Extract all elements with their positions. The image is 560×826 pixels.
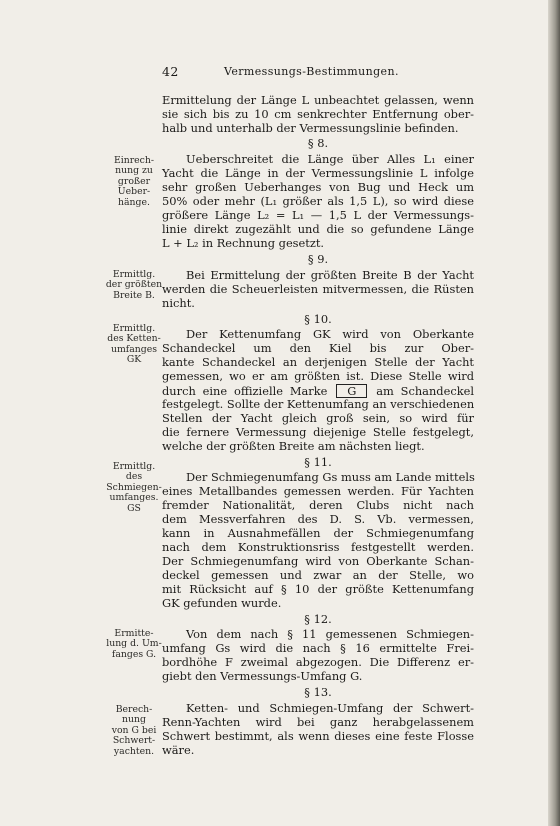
text-line: Der Schmiegenumfang wird von Oberkante Schan- xyxy=(162,554,474,568)
text-line: wäre. xyxy=(162,743,195,757)
mark-symbol: G xyxy=(336,384,367,398)
text-line: L + L₂ in Rechnung gesetzt. xyxy=(162,236,325,250)
text-line: kante Schandeckel an derjenigen Stelle der Yacht xyxy=(162,355,474,369)
margin-note: Einrech- nung zu großer Ueber- hänge. xyxy=(113,155,155,208)
text-line: sie sich bis zu 10 cm senkrechter Entfernung ober- xyxy=(162,107,474,121)
margin-note: Ermittlg. des Schmiegen- umfanges. GS xyxy=(106,461,162,514)
text-line: Bei Ermittelung der größten Breite B der Yacht xyxy=(186,268,474,282)
text-line: Von dem nach § 11 gemessenen Schmiegen- xyxy=(186,627,474,641)
margin-note: Ermittlg. der größten Breite B. xyxy=(105,269,163,301)
section-heading: § 8. xyxy=(307,136,329,150)
section-heading: § 11. xyxy=(304,455,332,469)
margin-note: Berech- nung von G bei Schwert- yachten. xyxy=(111,704,157,757)
section-heading: § 12. xyxy=(304,612,332,626)
text-line: bordhöhe F zweimal abgezogen. Die Differenz er- xyxy=(162,655,474,669)
text-line: werden die Scheuerleisten mitvermessen, die Rüsten xyxy=(162,282,474,296)
text-line: festgelegt. Sollte der Kettenumfang an verschiedenen xyxy=(162,397,475,411)
text-line: welche der größten Breite am nächsten liegt. xyxy=(162,439,425,453)
text-line: Ketten- und Schmiegen-Umfang der Schwert- xyxy=(186,701,474,715)
section-heading: § 9. xyxy=(307,252,329,266)
text-line: kann in Ausnahmefällen der Schmiegenumfang xyxy=(162,526,474,540)
text-line: Schandeckel um den Kiel bis zur Ober- xyxy=(162,341,474,355)
text-line: Ermittelung der Länge L unbeachtet gelassen, wenn xyxy=(162,93,474,107)
text-line: die fernere Vermessung diejenige Stelle festgelegt, xyxy=(162,425,474,439)
text-line: Ueberschreitet die Länge über Alles L₁ einer xyxy=(186,152,474,166)
text-line: halb und unterhalb der Vermessungslinie befinden. xyxy=(162,121,459,135)
text-line: fremder Nationalität, deren Clubs nicht nach xyxy=(162,498,474,512)
text-line: eines Metallbandes gemessen werden. Für Yachten xyxy=(162,484,474,498)
text-line: gemessen, wo er am größten ist. Diese Stelle wird xyxy=(162,369,474,383)
text-line: umfang Gs wird die nach § 16 ermittelte Frei- xyxy=(162,641,474,655)
text-line: dem Messverfahren des D. S. Vb. vermessen, xyxy=(162,512,474,526)
text-line: Schwert bestimmt, als wenn dieses eine feste Flosse xyxy=(162,729,474,743)
text-line: nicht. xyxy=(162,296,195,310)
text-line: größere Länge L₂ = L₁ — 1,5 L der Vermessungs- xyxy=(162,208,474,222)
text-line: Yacht die Länge in der Vermessungslinie L infolge xyxy=(162,166,474,180)
text-line: durch eine offizielle Marke G am Schandeckel xyxy=(162,384,474,398)
text-line: giebt den Vermessungs-Umfang G. xyxy=(162,669,363,683)
text-line: Der Kettenumfang GK wird von Oberkante xyxy=(186,327,474,341)
page-number: 42 xyxy=(162,64,179,79)
running-header xyxy=(162,64,472,80)
section-heading: § 13. xyxy=(304,685,332,699)
text-line: deckel gemessen und zwar an der Stelle, wo xyxy=(162,568,474,582)
text-line: sehr großen Ueberhanges von Bug und Heck um xyxy=(162,180,474,194)
text-line: mit Rücksicht auf § 10 der größte Kettenumfang xyxy=(162,582,474,596)
text-line: GK gefunden wurde. xyxy=(162,596,282,610)
section-heading: § 10. xyxy=(304,312,332,326)
text-line: Renn-Yachten wird bei ganz herabgelassenem xyxy=(162,715,474,729)
text-line: Stellen der Yacht gleich groß sein, so wird für xyxy=(162,411,474,425)
running-title: Vermessungs-Bestimmungen. xyxy=(224,65,399,78)
text-line: Der Schmiegenumfang Gs muss am Lande mittels xyxy=(186,470,475,484)
margin-note: Ermittlg. des Ketten- umfanges GK xyxy=(107,323,161,366)
margin-note: Ermitte- lung d. Um- fanges G. xyxy=(106,628,162,660)
text-line: linie direkt zugezählt und die so gefundene Länge xyxy=(162,222,474,236)
text-line: 50% oder mehr (L₁ größer als 1,5 L), so wird diese xyxy=(162,194,474,208)
page-gutter-shadow xyxy=(548,0,560,826)
text-line: nach dem Konstruktionsriss festgestellt werden. xyxy=(162,540,474,554)
